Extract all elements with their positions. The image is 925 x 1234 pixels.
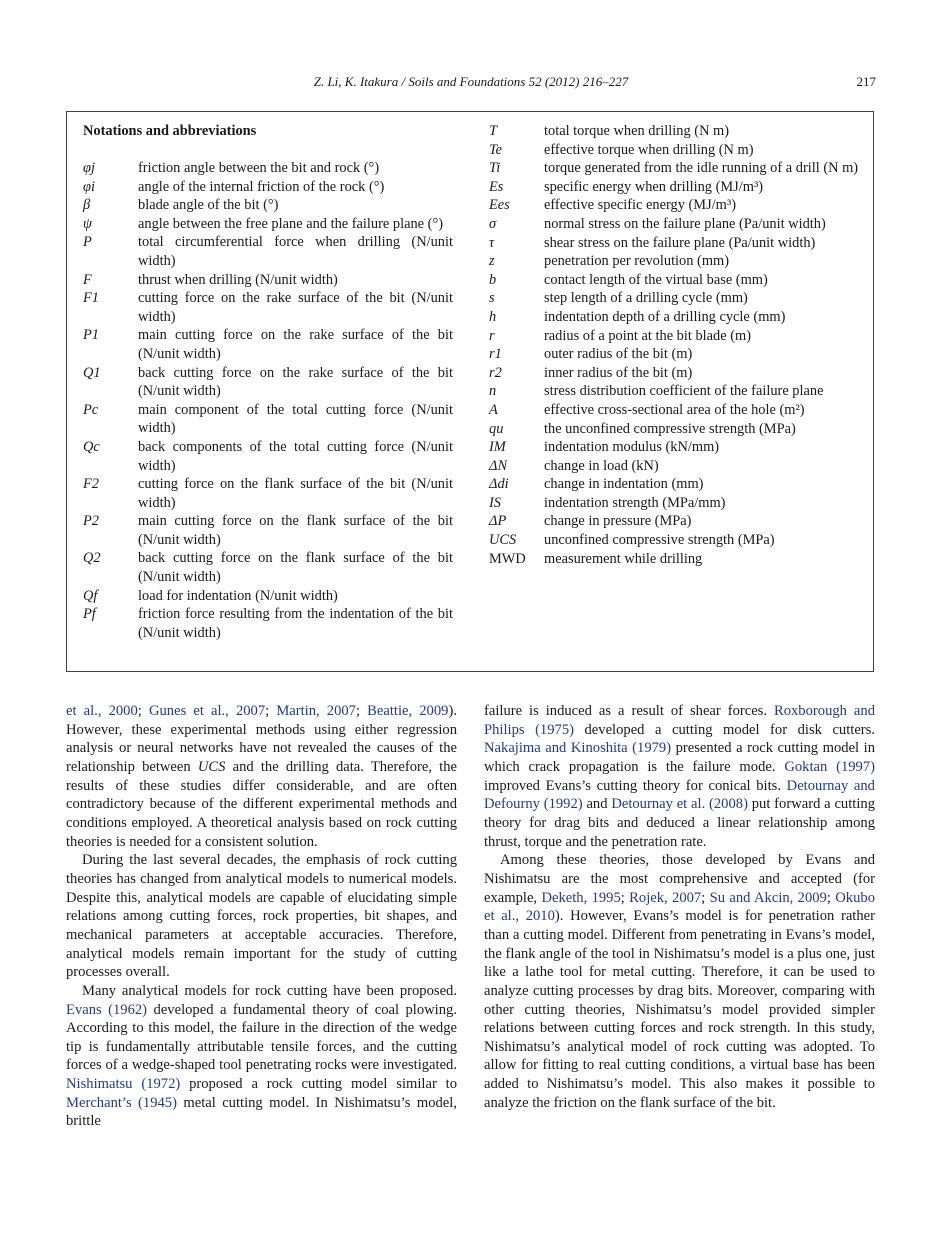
citation-link[interactable]: Detournay and Defourny (1992) (484, 777, 875, 813)
citation-link[interactable]: Merchant’s (1945) (66, 1094, 177, 1111)
notation-symbol: h (489, 308, 497, 325)
notation-row (83, 364, 453, 401)
notation-row (83, 178, 453, 197)
notation-description: step length of a drilling cycle (mm) (544, 290, 748, 307)
text-run: ). However, these experimental methods using either regression analysis or neural networks have not revealed the causes of the relationship between (66, 703, 457, 775)
notation-symbol: Δdi (489, 476, 509, 493)
text-run: During the last several decades, the emphasis of rock cutting theories has changed from analytical models to numerical models. Despite this, analytical models are capable of elucidating simple relations among cutting forces, rock properties, bit shapes, and mechanical parameters at acceptable accuracies. Therefore, analytical models remain important for the study of cutting processes overall. (66, 852, 457, 981)
notation-symbol: T (489, 123, 498, 139)
notation-symbol: r1 (489, 346, 502, 363)
text-run: Among these theories, those developed by Evans and Nishimatsu are the most comprehensive and accepted (for example, (484, 852, 875, 906)
citation-link[interactable]: Su and Akcin, 2009 (709, 889, 827, 906)
notations-box (66, 111, 874, 672)
notation-description: back components of the total cutting force (N/unit width) (138, 438, 453, 474)
notation-row (489, 327, 859, 346)
notation-symbol: τ (489, 234, 495, 251)
notation-description: blade angle of the bit (°) (138, 197, 279, 214)
body-column-right (484, 702, 875, 1112)
notation-description: back cutting force on the rake surface of the bit (N/unit width) (138, 364, 453, 400)
notation-symbol: P1 (83, 327, 99, 344)
notation-description: thrust when drilling (N/unit width) (138, 271, 338, 288)
notation-row (489, 122, 859, 141)
text-run: improved Evans’s cutting theory for conical bits. (484, 777, 787, 794)
notation-description: indentation depth of a drilling cycle (mm) (544, 308, 786, 325)
notation-row (489, 252, 859, 271)
notation-symbol: φj (83, 160, 95, 176)
notation-row (489, 531, 859, 550)
notation-row (83, 215, 453, 234)
body-paragraph (66, 851, 457, 982)
notation-description: angle of the internal friction of the rock (°) (138, 178, 385, 195)
notation-row (83, 475, 453, 512)
notation-row (489, 308, 859, 327)
notation-description: cutting force on the rake surface of the bit (N/unit width) (138, 290, 453, 325)
citation-link[interactable]: Roxborough and Philips (1975) (484, 703, 875, 738)
notation-row (83, 605, 453, 642)
notation-row (489, 438, 859, 457)
notations-heading: Notations and abbreviations (83, 123, 257, 139)
text-run: Many analytical models for rock cutting have been proposed. (82, 982, 457, 999)
notation-description: total torque when drilling (N m) (544, 123, 730, 139)
notation-symbol: ψ (83, 215, 92, 232)
notation-row (489, 141, 859, 160)
notation-row (83, 196, 453, 215)
notation-description: contact length of the virtual base (mm) (544, 271, 768, 288)
text-run: metal cutting model. In Nishimatsu’s model, brittle (66, 1094, 457, 1130)
notation-symbol: β (83, 197, 91, 214)
notation-symbol: A (489, 401, 498, 418)
citation-link[interactable]: Detournay et al. (2008) (611, 796, 748, 813)
notation-symbol: IS (489, 494, 501, 511)
notation-row (83, 289, 453, 326)
notation-symbol: qu (489, 420, 504, 437)
notation-row (83, 159, 453, 178)
notation-row (489, 457, 859, 476)
notation-row (83, 512, 453, 549)
citation-link[interactable]: Nishimatsu (1972) (66, 1076, 181, 1093)
notation-description: specific energy when drilling (MJ/m³) (544, 178, 764, 195)
notation-symbol: Qc (83, 438, 100, 455)
notation-description: cutting force on the flank surface of the bit (N/unit width) (138, 476, 453, 511)
notation-description: friction force resulting from the indentation of the bit (N/unit width) (138, 606, 453, 641)
notation-symbol: s (489, 290, 495, 307)
text-run: presented a rock cutting model in which crack propagation is the failure mode. (484, 740, 875, 775)
notation-row (489, 401, 859, 420)
text-run: and the drilling data. Therefore, the results of these studies differ considerable, and are often contradictory because of the different experimental methods and conditions employed. A theoretical analysis based on rock cutting theories is needed for a consistent solution. (66, 758, 457, 850)
italic-term: UCS (197, 758, 226, 775)
notation-description: angle between the free plane and the failure plane (°) (138, 215, 443, 232)
notation-row (489, 289, 859, 308)
running-header (66, 74, 876, 92)
text-run: failure is induced as a result of shear forces. (484, 703, 774, 719)
notation-symbol: Qf (83, 587, 98, 604)
body-paragraph (66, 982, 457, 1131)
notation-row (489, 420, 859, 439)
notation-row (83, 438, 453, 475)
notation-description: total circumferential force when drilling (N/unit width) (138, 234, 453, 269)
notation-row (489, 494, 859, 513)
notation-row (489, 271, 859, 290)
text-run: developed a fundamental theory of coal plowing. According to this model, the failure in the direction of the wedge tip is fundamentally attributable tensile forces, and the cutting forces of a wedge-shaped tool penetrating rocks were investigated. (66, 1001, 457, 1074)
notation-row (489, 196, 859, 215)
citation-link[interactable]: et al., 2000 (66, 703, 138, 719)
body-paragraph (66, 702, 457, 851)
text-run: put forward a cutting theory for drag bits and deduced a linear relationship among thrust, torque and the penetration rate. (484, 796, 875, 850)
notation-symbol: σ (489, 215, 497, 232)
notation-description: change in load (kN) (544, 457, 659, 474)
notation-row (489, 364, 859, 383)
notation-description: back cutting force on the flank surface of the bit (N/unit width) (138, 550, 453, 586)
notation-symbol: P2 (83, 513, 99, 530)
body-paragraph (484, 851, 875, 1112)
notation-description: stress distribution coefficient of the failure plane (544, 383, 824, 400)
notation-row (489, 475, 859, 494)
notation-symbol: Ti (489, 160, 501, 177)
notation-symbol: Pc (83, 401, 99, 418)
notation-description: unconfined compressive strength (MPa) (544, 532, 775, 549)
notation-description: effective specific energy (MJ/m³) (544, 197, 736, 214)
text-run: ; (355, 703, 368, 719)
notation-symbol: ΔN (489, 457, 508, 474)
notation-description: penetration per revolution (mm) (544, 253, 730, 270)
notation-description: main component of the total cutting force (N/unit width) (138, 401, 453, 437)
notation-description: indentation strength (MPa/mm) (544, 494, 726, 511)
notation-description: torque generated from the idle running of a drill (N m) (544, 160, 859, 177)
citation-link[interactable]: Nakajima and Kinoshita (1979) (484, 740, 672, 757)
notation-row (83, 587, 453, 606)
citation-link[interactable]: Evans (1962) (66, 1001, 148, 1018)
text-run: ; (137, 703, 149, 719)
body-paragraph (484, 702, 875, 851)
notation-description: inner radius of the bit (m) (544, 364, 693, 381)
notation-row (83, 233, 453, 270)
notation-symbol: F2 (83, 476, 99, 493)
body-column-left (66, 702, 457, 1131)
notation-description: load for indentation (N/unit width) (138, 587, 338, 604)
notation-description: friction angle between the bit and rock (°) (138, 160, 380, 176)
notation-description: main cutting force on the rake surface of the bit (N/unit width) (138, 327, 453, 362)
notation-description: the unconfined compressive strength (MPa) (544, 420, 796, 437)
citation-link[interactable]: Deketh, 1995 (541, 889, 621, 906)
text-run: ). However, Evans’s model is for penetration rather than a cutting model. Different from penetrating in Evans’s model, the flank angle of the tool in Nishimatsu’s model is a plus one, just like a lathe tool for metal cutting. Therefore, it can be used to analyze cutting processes by drag bits. Moreover, comparing with other cutting theories, Nishimatsu’s model provided simpler relations between cutting forces and rock strength. In this study, Nishimatsu’s analytical model of rock cutting was adopted. To allow for fitting to real cutting conditions, a virtual base has been added to Nishimatsu’s model. This also makes it possible to analyze the friction on the flank surface of the bit. (484, 908, 875, 1111)
notation-row (83, 271, 453, 290)
notation-symbol: ΔP (489, 513, 507, 530)
notation-description: outer radius of the bit (m) (544, 346, 693, 363)
notation-description: shear stress on the failure plane (Pa/unit width) (544, 234, 816, 251)
notation-row (83, 401, 453, 438)
notation-description: effective cross-sectional area of the hole (m²) (544, 401, 805, 418)
notation-symbol: Te (489, 141, 503, 158)
notation-row (83, 326, 453, 363)
citation-link[interactable]: Okubo et al., 2010 (484, 889, 875, 925)
citation-link[interactable]: Beattie, 2009 (367, 703, 449, 719)
notation-symbol: b (489, 271, 497, 288)
text-run: proposed a rock cutting model similar to (180, 1076, 457, 1093)
notation-symbol: Q2 (83, 550, 101, 567)
text-run: developed a cutting model for disk cutters. (573, 721, 875, 738)
text-run: ; (620, 889, 630, 906)
notation-description: indentation modulus (kN/mm) (544, 439, 720, 456)
notation-row (489, 234, 859, 253)
notation-row (489, 345, 859, 364)
notation-description: measurement while drilling (544, 550, 703, 567)
notation-description: effective torque when drilling (N m) (544, 141, 754, 158)
notation-row (489, 215, 859, 234)
notation-row (489, 159, 859, 178)
text-run: and (582, 796, 612, 813)
notation-symbol: MWD (489, 550, 526, 567)
notation-row (489, 382, 859, 401)
notations-left-column (83, 122, 453, 642)
notation-symbol: IM (489, 439, 506, 456)
notation-row (83, 549, 453, 586)
running-title: Z. Li, K. Itakura / Soils and Foundations 52 (2012) 216–227 (313, 74, 629, 89)
notation-description: change in indentation (mm) (544, 476, 704, 493)
notation-symbol: F1 (83, 290, 99, 307)
citation-link[interactable]: Goktan (1997) (784, 758, 875, 775)
notation-symbol: Ees (489, 197, 510, 214)
notation-description: radius of a point at the bit blade (m) (544, 327, 752, 344)
notation-description: main cutting force on the flank surface of the bit (N/unit width) (138, 513, 453, 548)
notation-symbol: P (83, 234, 92, 251)
notation-symbol: z (489, 253, 495, 270)
notation-symbol: r2 (489, 364, 502, 381)
citation-link[interactable]: Gunes et al., 2007 (148, 703, 266, 719)
citation-link[interactable]: Martin, 2007 (276, 703, 356, 719)
notation-row (489, 512, 859, 531)
notation-symbol: UCS (489, 532, 517, 549)
notation-symbol: n (489, 383, 497, 400)
text-run: ; (701, 889, 710, 906)
notation-row (489, 178, 859, 197)
text-run: ; (826, 889, 836, 906)
notation-symbol: Pf (83, 606, 96, 623)
citation-link[interactable]: Rojek, 2007 (629, 889, 702, 906)
notation-symbol: φi (83, 178, 95, 195)
page-number: 217 (856, 74, 876, 89)
notation-row (489, 550, 859, 569)
notations-right-column (489, 122, 859, 568)
notation-symbol: r (489, 327, 495, 344)
notation-symbol: Q1 (83, 364, 101, 381)
notation-symbol: F (83, 271, 92, 288)
notation-description: normal stress on the failure plane (Pa/unit width) (544, 215, 826, 232)
text-run: ; (265, 703, 277, 719)
notation-symbol: Es (489, 178, 504, 195)
notation-description: change in pressure (MPa) (544, 513, 692, 530)
